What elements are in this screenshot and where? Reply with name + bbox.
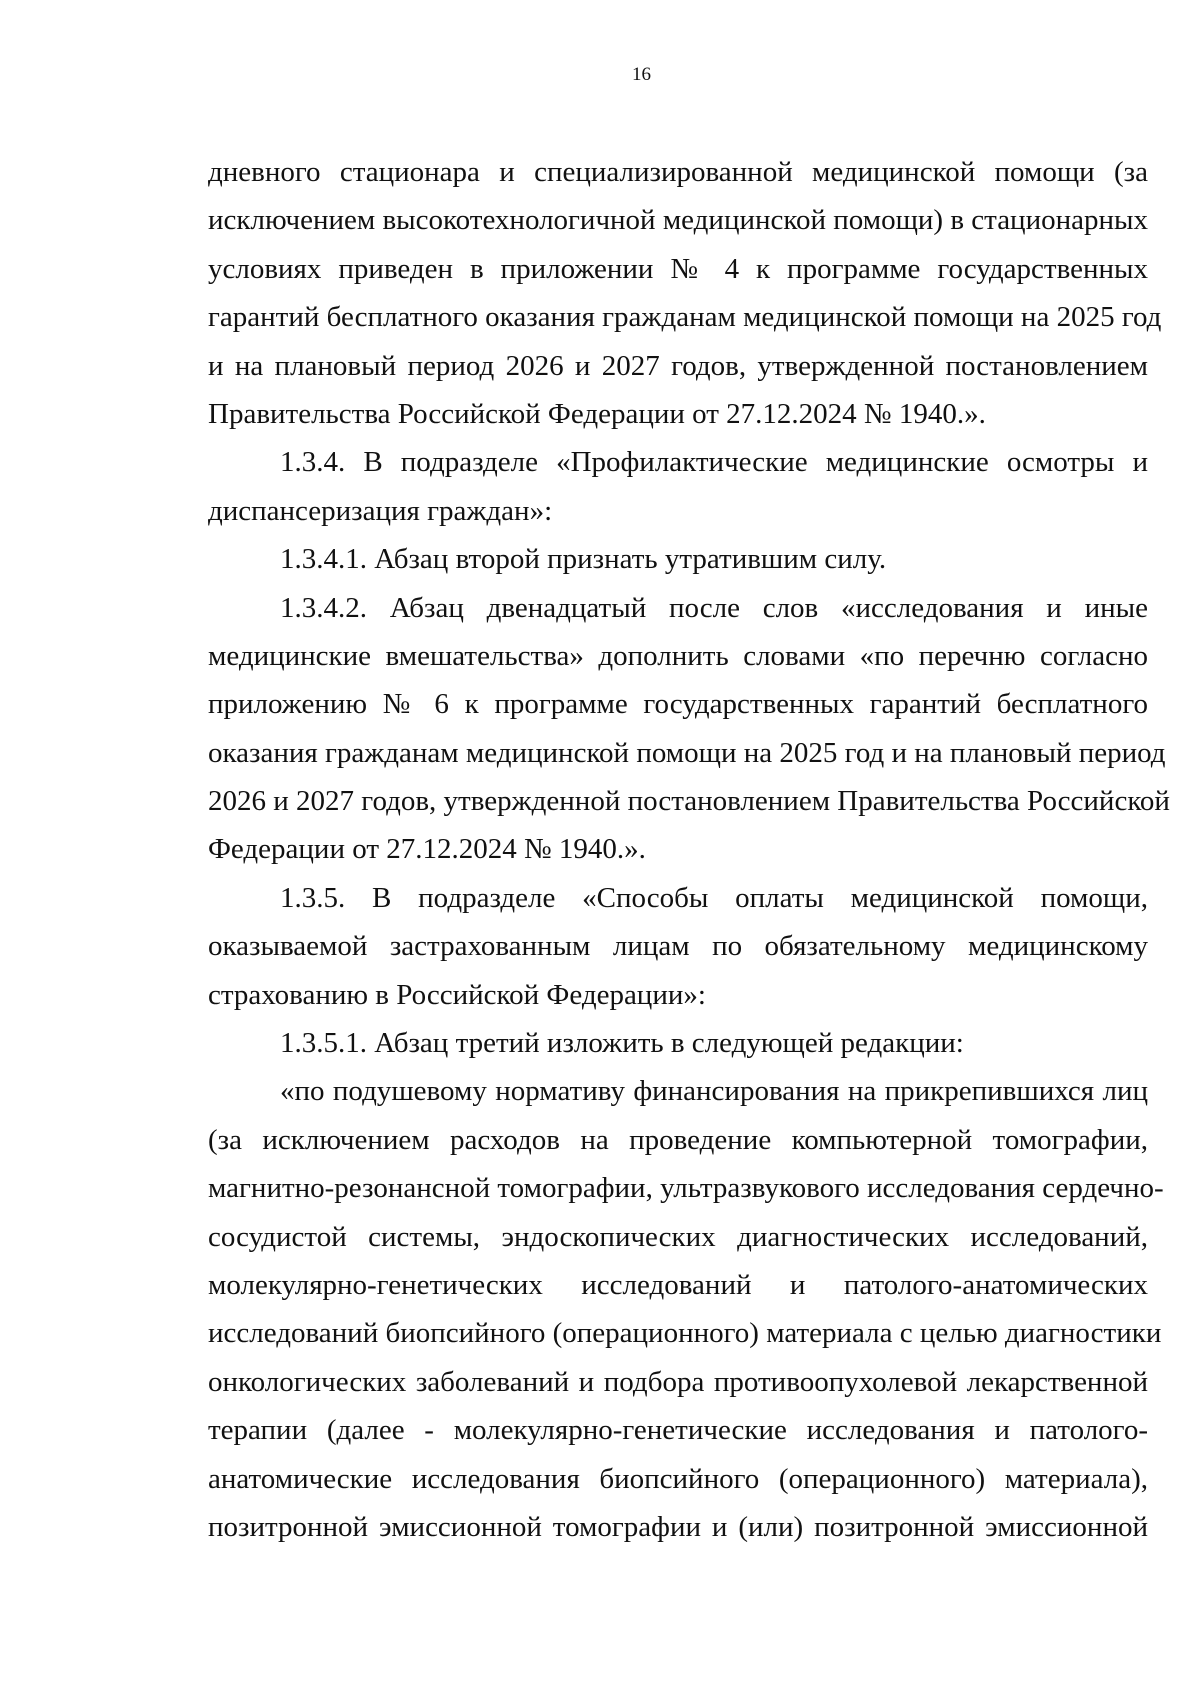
page-number: 16 <box>632 64 651 85</box>
text-line: молекулярно-генетических исследований и патолого-анатомических <box>208 1268 1148 1301</box>
text-line: исследований биопсийного (операционного) материала с целью диагностики <box>208 1317 1162 1350</box>
text-line: гарантий бесплатного оказания гражданам медицинской помощи на 2025 год <box>208 301 1162 334</box>
text-line: 1.3.4.2. Абзац двенадцатый после слов «исследования и иные <box>280 591 1148 624</box>
text-line: Правительства Российской Федерации от 27.12.2024 № 1940.». <box>208 397 986 430</box>
text-line: 1.3.4.1. Абзац второй признать утратившим силу. <box>280 543 887 576</box>
text-line: 1.3.5. В подразделе «Способы оплаты медицинской помощи, <box>280 881 1148 914</box>
text-line: 1.3.4. В подразделе «Профилактические медицинские осмотры и <box>280 446 1148 479</box>
text-line: позитронной эмиссионной томографии и (или) позитронной эмиссионной <box>208 1510 1148 1543</box>
text-line: приложению № 6 к программе государственных гарантий бесплатного <box>208 688 1148 721</box>
text-line: медицинские вмешательства» дополнить словами «по перечню согласно <box>208 639 1148 672</box>
text-line: дневного стационара и специализированной медицинской помощи (за <box>208 156 1148 188</box>
text-line: анатомические исследования биопсийного (операционного) материала), <box>208 1462 1148 1495</box>
text-line: оказываемой застрахованным лицам по обязательному медицинскому <box>208 930 1148 963</box>
text-line: «по подушевому нормативу финансирования на прикрепившихся лиц <box>280 1075 1148 1108</box>
text-line: диспансеризация граждан»: <box>208 494 553 527</box>
text-line: 1.3.5.1. Абзац третий изложить в следующей редакции: <box>280 1027 964 1060</box>
text-line: 2026 и 2027 годов, утвержденной постановлением Правительства Российской <box>208 785 1170 818</box>
text-line: и на плановый период 2026 и 2027 годов, утвержденной постановлением <box>208 349 1148 382</box>
text-line: исключением высокотехнологичной медицинской помощи) в стационарных <box>208 204 1148 237</box>
text-line: страхованию в Российской Федерации»: <box>208 978 706 1011</box>
text-line: оказания гражданам медицинской помощи на 2025 год и на плановый период <box>208 736 1166 769</box>
text-line: условиях приведен в приложении № 4 к программе государственных <box>208 252 1148 285</box>
document-body <box>208 156 1170 1559</box>
text-line: онкологических заболеваний и подбора противоопухолевой лекарственной <box>208 1365 1148 1398</box>
text-line: сосудистой системы, эндоскопических диагностических исследований, <box>208 1220 1148 1253</box>
text-line: магнитно-резонансной томографии, ультразвукового исследования сердечно- <box>208 1172 1164 1205</box>
text-line: (за исключением расходов на проведение компьютерной томографии, <box>208 1123 1148 1156</box>
text-line: Федерации от 27.12.2024 № 1940.». <box>208 833 646 866</box>
text-line: терапии (далее - молекулярно-генетические исследования и патолого- <box>208 1414 1148 1447</box>
